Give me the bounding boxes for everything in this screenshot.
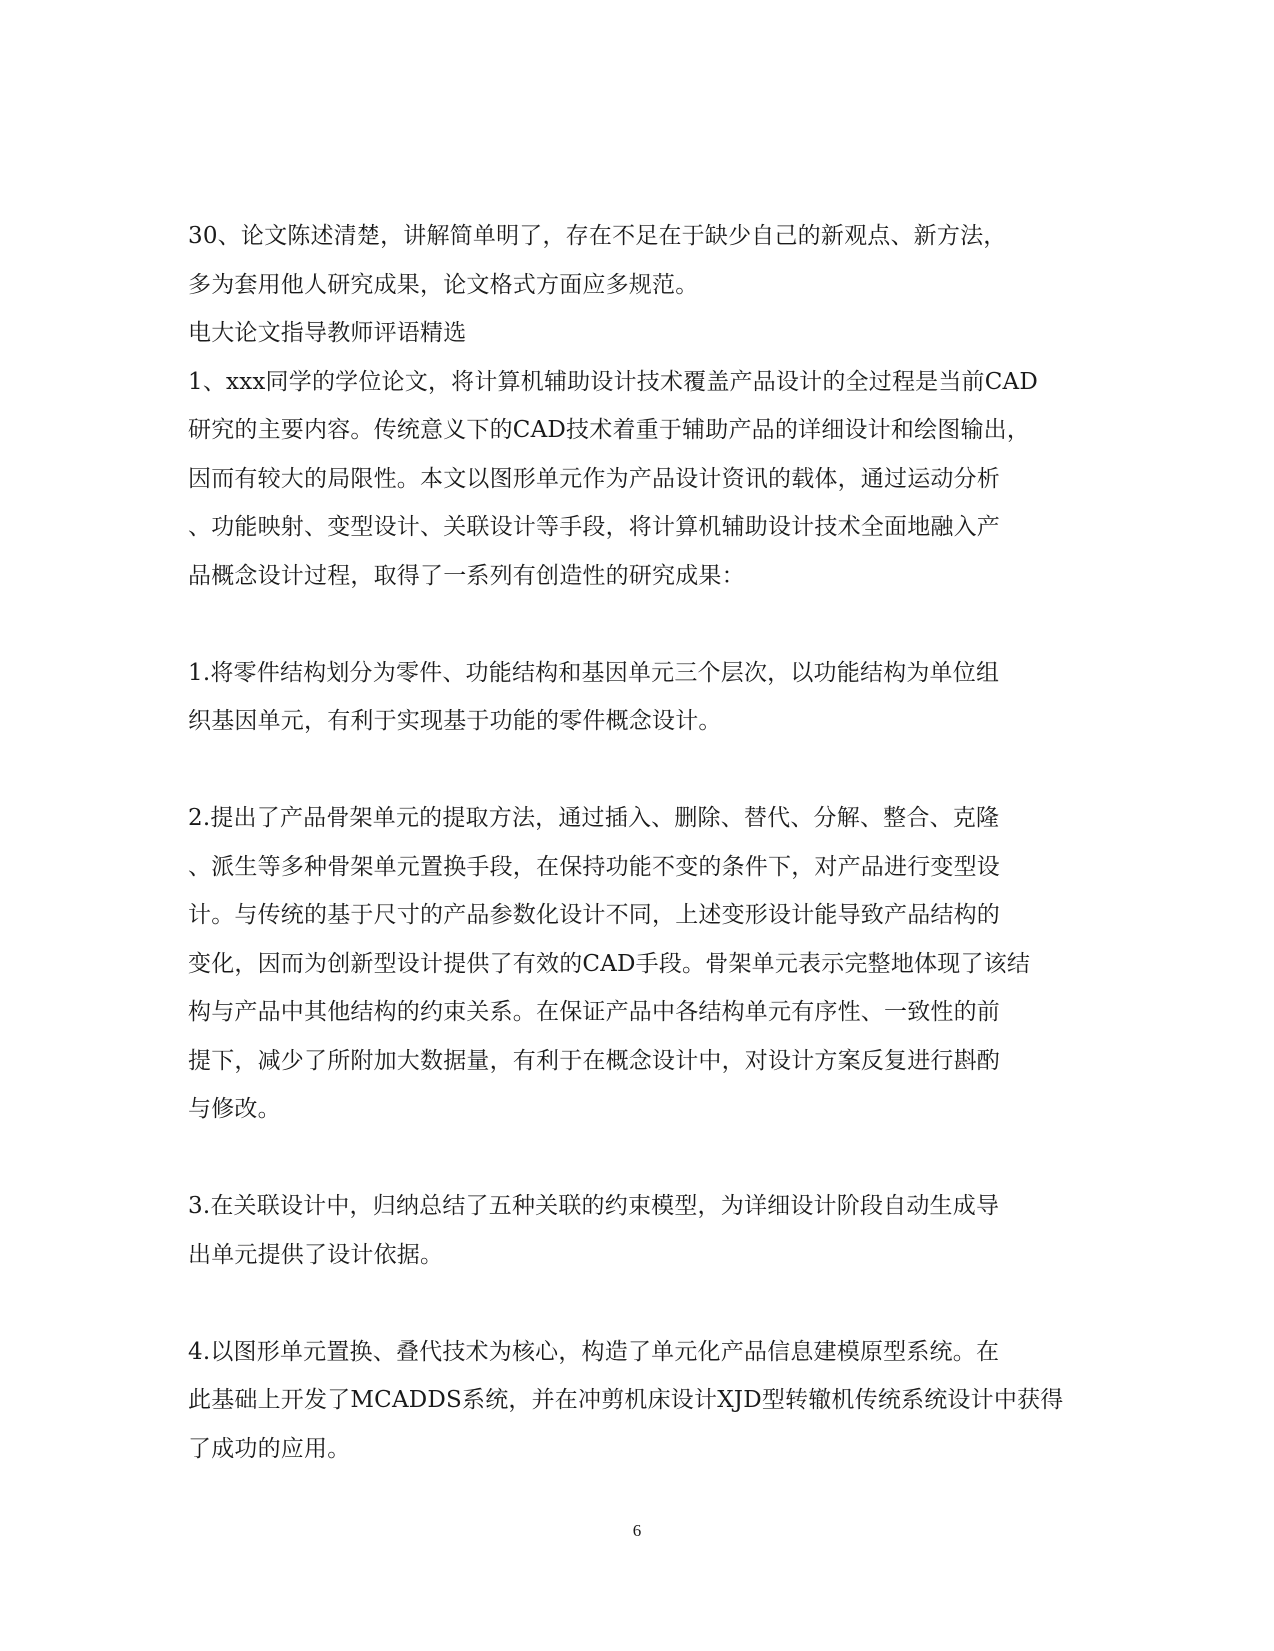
text-line: 因而有较大的局限性。本文以图形单元作为产品设计资讯的载体，通过运动分析	[188, 465, 1000, 492]
text-line: 、派生等多种骨架单元置换手段，在保持功能不变的条件下，对产品进行变型设	[188, 853, 1000, 880]
text-line: 1.将零件结构划分为零件、功能结构和基因单元三个层次，以功能结构为单位组	[188, 659, 1000, 686]
paragraph-gap	[188, 746, 1068, 795]
text-line: 、功能映射、变型设计、关联设计等手段，将计算机辅助设计技术全面地融入产	[188, 514, 1000, 540]
text-line: 出单元提供了设计依据。	[188, 1241, 444, 1268]
text-line: 与修改。	[188, 1096, 281, 1122]
section-heading	[188, 309, 1068, 358]
text-line: 3.在关联设计中，归纳总结了五种关联的约束模型，为详细设计阶段自动生成导	[188, 1193, 1000, 1219]
document-body	[188, 212, 1068, 1473]
paragraph-gap	[188, 1279, 1068, 1328]
text-line: 品概念设计过程，取得了一系列有创造性的研究成果：	[188, 562, 745, 589]
text-line: 变化，因而为创新型设计提供了有效的CAD手段。骨架单元表示完整地体现了该结	[188, 950, 1031, 977]
text-line: 了成功的应用。	[188, 1435, 351, 1462]
page-number: 6	[632, 1521, 642, 1540]
text-line: 织基因单元，有利于实现基于功能的零件概念设计。	[188, 708, 722, 734]
text-line: 多为套用他人研究成果，论文格式方面应多规范。	[188, 271, 699, 298]
heading-line: 电大论文指导教师评语精选	[188, 320, 467, 346]
text-line: 此基础上开发了MCADDS系统，并在冲剪机床设计XJD型转辙机传统系统设计中获得	[188, 1387, 1064, 1413]
text-line: 计。与传统的基于尺寸的产品参数化设计不同，上述变形设计能导致产品结构的	[188, 902, 1000, 928]
text-line: 构与产品中其他结构的约束关系。在保证产品中各结构单元有序性、一致性的前	[188, 999, 1000, 1025]
paragraph-gap	[188, 600, 1068, 649]
text-line: 4.以图形单元置换、叠代技术为核心，构造了单元化产品信息建模原型系统。在	[188, 1338, 1000, 1365]
text-line: 30、论文陈述清楚，讲解简单明了，存在不足在于缺少自己的新观点、新方法，	[188, 223, 1007, 249]
list-item-4	[188, 1328, 1068, 1474]
paragraph-30-comment	[188, 212, 1068, 309]
list-item-3	[188, 1182, 1068, 1279]
paragraph-gap	[188, 1134, 1068, 1183]
text-line: 提下，减少了所附加大数据量，有利于在概念设计中，对设计方案反复进行斟酌	[188, 1047, 1000, 1074]
text-line: 2.提出了产品骨架单元的提取方法，通过插入、删除、替代、分解、整合、克隆	[188, 805, 1000, 831]
list-item-2	[188, 794, 1068, 1134]
list-item-1	[188, 649, 1068, 746]
text-line: 研究的主要内容。传统意义下的CAD技术着重于辅助产品的详细设计和绘图输出，	[188, 417, 1031, 443]
paragraph-comment-1	[188, 358, 1068, 601]
text-line: 1、xxx同学的学位论文，将计算机辅助设计技术覆盖产品设计的全过程是当前CAD	[188, 368, 1038, 395]
